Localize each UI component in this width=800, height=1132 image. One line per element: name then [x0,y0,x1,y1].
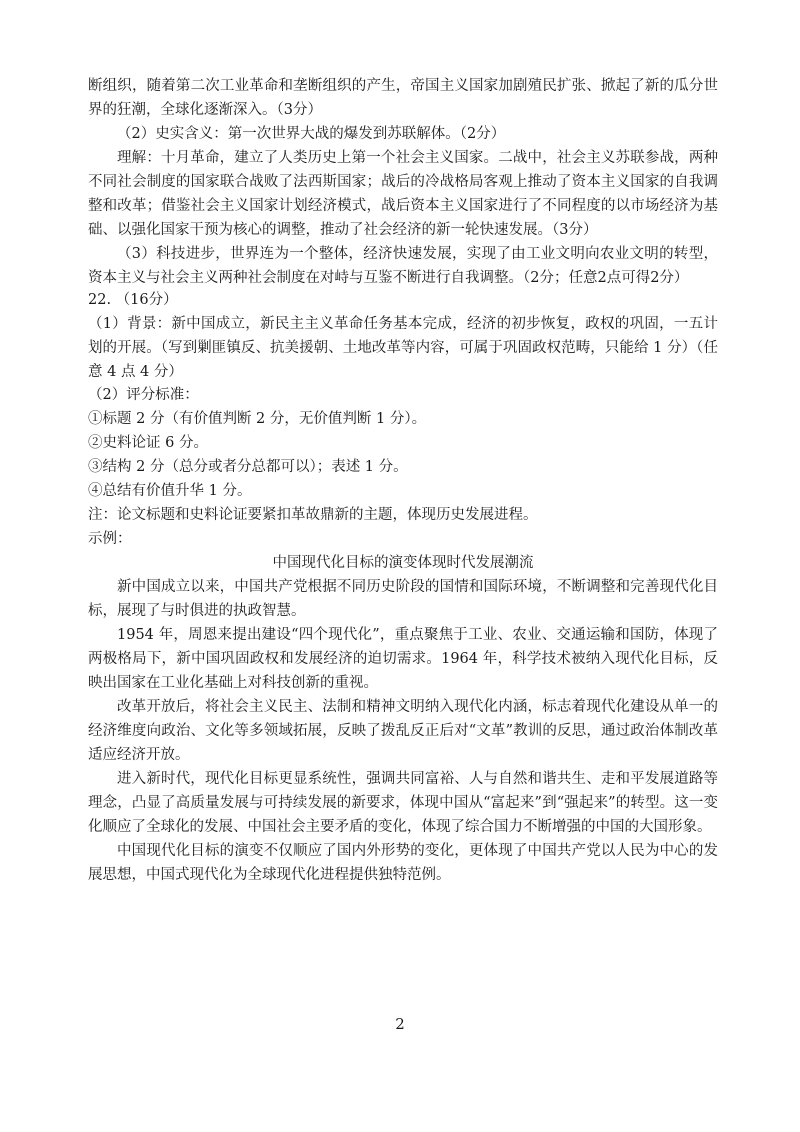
question-22-heading: 22. （16分） [88,292,178,308]
answer-21-3: （3）科技进步，世界连为一个整体，经济快速发展，实现了由工业文明向农业文明的转型，资本主义与社会主义两种社会制度在对峙与互鉴不断进行自我调整。（2分；任意2点可得2分） [88,246,718,286]
essay-paragraph: 中国现代化目标的演变不仅顺应了国内外形势的变化，更体现了中国共产党以人民为中心的发展思想，中国式现代化为全球现代化进程提供独特范例。 [88,843,718,883]
scoring-note: 注：论文标题和史料论证要紧扣革故鼎新的主题，体现历史发展进程。 [88,507,538,523]
answer-21-2-understanding: 理解：十月革命，建立了人类历史上第一个社会主义国家。二战中，社会主义苏联参战，两种不同社会制度的国家联合战败了法西斯国家；战后的冷战格局客观上推动了资本主义国家的自我调整和改革；借鉴社会主义国家计划经济模式，战后资本主义国家进行了不同程度的以市场经济为基础、以强化国家干预为核心的调整，推动了社会经济的新一轮快速发展。（3分） [88,150,718,238]
section-22-heading-block [88,288,718,312]
essay-paragraph: 新中国成立以来，中国共产党根据不同历史阶段的国情和国际环境，不断调整和完善现代化目标，展现了与时俱进的执政智慧。 [88,579,718,619]
example-label: 示例： [88,531,132,547]
essay-paragraph: 1954 年，周恩来提出建设“四个现代化”，重点聚焦于工业、农业、交通运输和国防，体现了两极格局下，新中国巩固政权和发展经济的迫切需求。1964 年，科学技术被纳入现代化目标，反映出国家在工业化基础上对科技创新的重视。 [88,627,718,691]
essay-title: 中国现代化目标的演变体现时代发展潮流 [272,555,534,571]
answer-22-1-block [88,312,718,384]
criteria-item: ③结构 2 分（总分或者分总都可以）；表述 1 分。 [88,459,408,475]
answer-21-1-continued: 断组织，随着第二次工业革命和垄断组织的产生，帝国主义国家加剧殖民扩张、掀起了新的瓜分世界的狂潮，全球化逐渐深入。（3分） [88,78,718,118]
criteria-item: ②史料论证 6 分。 [88,435,208,451]
criteria-item: ①标题 2 分（有价值判断 2 分，无价值判断 1 分）。 [88,411,427,427]
criteria-title: （2）评分标准： [88,387,199,403]
answer-22-1: （1）背景：新中国成立，新民主主义革命任务基本完成，经济的初步恢复，政权的巩固，一五计划的开展。（写到剿匪镇反、抗美援朝、土地改革等内容，可属于巩固政权范畴，只能给 1 分）（任意 4 点 4 分） [88,316,718,380]
criteria-item: ④总结有价值升华 1 分。 [88,483,252,499]
essay-paragraph: 进入新时代，现代化目标更显系统性，强调共同富裕、人与自然和谐共生、走和平发展道路等理念，凸显了高质量发展与可持续发展的新要求，体现中国从“富起来”到“强起来”的转型。这一变化顺应了全球化的发展、中国社会主要矛盾的变化，体现了综合国力不断增强的中国的大国形象。 [88,771,718,835]
section-21-answers [88,74,718,290]
page-number: 2 [395,1015,405,1033]
answer-21-2: （2）史实含义：第一次世界大战的爆发到苏联解体。（2分） [117,126,506,142]
answer-22-2-block [88,383,718,887]
essay-paragraph: 改革开放后，将社会主义民主、法制和精神文明纳入现代化内涵，标志着现代化建设从单一的经济维度向政治、文化等多领域拓展，反映了拨乱反正后对“文革”教训的反思，通过政治体制改革适应经济开放。 [88,699,718,763]
